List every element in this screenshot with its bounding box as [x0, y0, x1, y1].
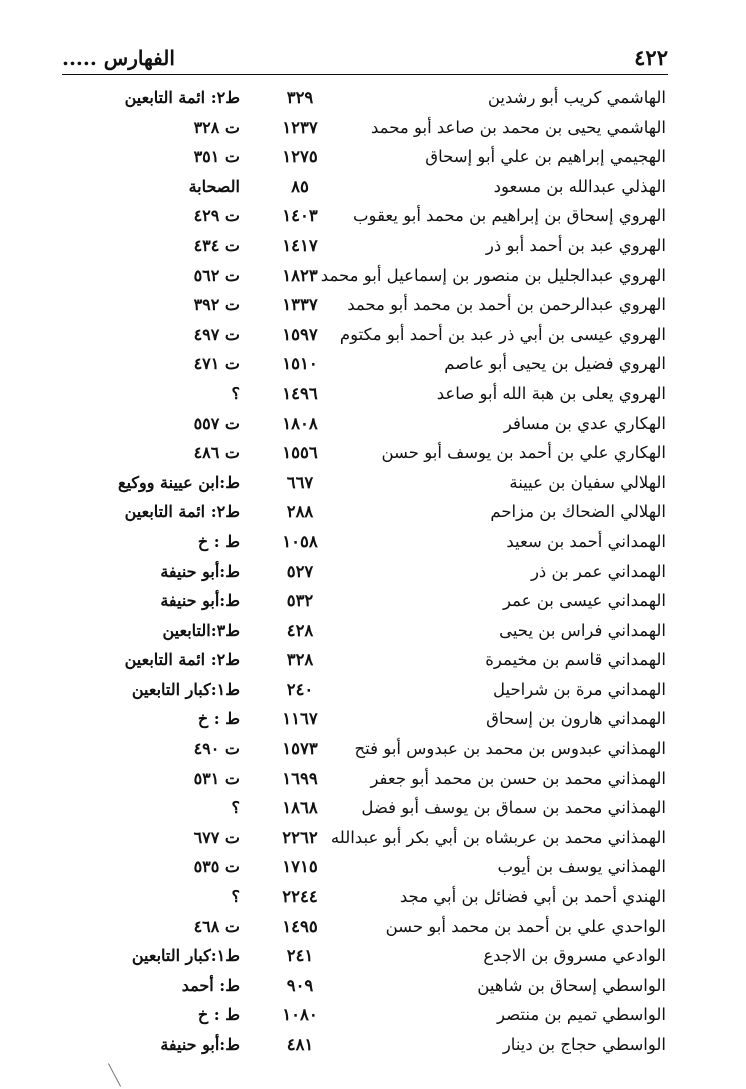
- entry-reference: ط١:كبار التابعين: [131, 679, 240, 699]
- entry-reference: ت ٤٣٤: [193, 235, 240, 255]
- entry-reference: ؟: [231, 798, 240, 818]
- entry-number: ٢٨٨: [286, 502, 314, 522]
- list-item: [0, 616, 746, 646]
- entry-name: الهروي فضيل بن يحيى أبو عاصم: [444, 354, 666, 374]
- entry-number: ١٢٧٥: [282, 147, 318, 167]
- page-number: ٤٢٢: [634, 45, 668, 70]
- entry-name: الهروي يعلى بن هبة الله أبو صاعد: [436, 383, 666, 403]
- entry-reference: ت ٥٣١: [193, 768, 240, 788]
- entry-reference: ؟: [231, 887, 240, 907]
- entry-reference: ط : خ: [197, 1005, 240, 1025]
- entry-reference: ط : خ: [197, 531, 240, 551]
- entry-name: الهروي عبد بن أحمد أبو ذر: [485, 235, 666, 255]
- list-item: [0, 379, 746, 409]
- entry-name: الهكاري عدي بن مسافر: [503, 413, 666, 433]
- list-item: [0, 912, 746, 942]
- entry-reference: ت ٥٦٢: [193, 265, 240, 285]
- entry-name: الهمداني مرة بن شراحيل: [492, 679, 666, 699]
- entry-number: ١٥١٠: [282, 354, 318, 374]
- entry-reference: ت ٤٩٠: [193, 739, 240, 759]
- entry-reference: ط٣:التابعين: [162, 620, 240, 640]
- entry-name: الهلالي سفيان بن عيينة: [509, 472, 666, 492]
- list-item: [0, 438, 746, 468]
- entry-reference: ط: أحمد: [181, 975, 240, 995]
- list-item: [0, 172, 746, 202]
- list-item: [0, 497, 746, 527]
- entry-number: ١٥٥٦: [282, 443, 318, 463]
- entry-reference: ت ٥٣٥: [193, 857, 240, 877]
- entry-name: الهروي إسحاق بن إبراهيم بن محمد أبو يعقوب: [353, 206, 666, 226]
- entry-name: الواحدي علي بن أحمد بن محمد أبو حسن: [385, 916, 666, 936]
- list-item: [0, 468, 746, 498]
- entry-reference: ط٢: ائمة التابعين: [124, 88, 240, 107]
- entry-name: الوادعي مسروق بن الاجدع: [483, 946, 666, 966]
- list-item: [0, 409, 746, 439]
- list-item: [0, 645, 746, 675]
- list-item: [0, 793, 746, 823]
- entry-number: ١٣٣٧: [282, 295, 318, 315]
- list-item: [0, 764, 746, 794]
- entry-number: ١٤٩٦: [282, 383, 318, 403]
- list-item: [0, 675, 746, 705]
- list-item: [0, 83, 746, 113]
- entry-name: الهمداني قاسم بن مخيمرة: [485, 650, 666, 670]
- list-item: [0, 290, 746, 320]
- entry-reference: ط:أبو حنيفة: [160, 591, 240, 611]
- list-item: [0, 261, 746, 291]
- list-item: [0, 113, 746, 143]
- entry-number: ٥٣٢: [286, 591, 314, 611]
- entry-reference: ط١:كبار التابعين: [131, 946, 240, 966]
- entry-number: ٣٢٨: [286, 650, 314, 670]
- entry-number: ٣٢٩: [286, 88, 314, 107]
- entry-reference: ت ٤٦٨: [193, 916, 240, 936]
- entry-name: الهروي عبدالرحمن بن أحمد بن محمد أبو محمد: [347, 295, 666, 315]
- list-item: [0, 142, 746, 172]
- entry-reference: ت ٣٥١: [193, 147, 240, 167]
- entry-name: الواسطي حجاج بن دينار: [502, 1035, 666, 1054]
- list-item: [0, 941, 746, 971]
- entry-number: ١٤٠٣: [282, 206, 318, 226]
- section-title: الفهارس .....: [62, 46, 175, 70]
- entry-number: ٨٥: [291, 176, 309, 196]
- entry-number: ١٨٠٨: [282, 413, 318, 433]
- entry-name: الهاشمي كريب أبو رشدين: [487, 88, 666, 107]
- entry-number: ٢٤٠: [286, 679, 314, 699]
- list-item: [0, 201, 746, 231]
- list-item: [0, 320, 746, 350]
- entry-number: ١٧١٥: [282, 857, 318, 877]
- entry-reference: ت ٣٢٨: [193, 117, 240, 137]
- entry-reference: ت ٤٩٧: [193, 324, 240, 344]
- entry-number: ١٦٩٩: [282, 768, 318, 788]
- entry-name: الهذلي عبدالله بن مسعود: [493, 176, 666, 196]
- entry-number: ١٨٦٨: [282, 798, 318, 818]
- list-item: [0, 1030, 746, 1060]
- entry-number: ٥٢٧: [286, 561, 314, 581]
- entry-number: ١٠٨٠: [282, 1005, 318, 1025]
- list-item: [0, 231, 746, 261]
- entry-reference: ت ٣٩٢: [193, 295, 240, 315]
- list-item: [0, 971, 746, 1001]
- list-item: [0, 1000, 746, 1030]
- entry-name: الهندي أحمد بن أبي فضائل بن أبي مجد: [399, 887, 666, 907]
- entry-number: ٢٤١: [286, 946, 314, 966]
- list-item: [0, 823, 746, 853]
- entry-number: ١٠٥٨: [282, 531, 318, 551]
- entry-number: ٤٨١: [286, 1035, 314, 1054]
- entry-reference: ت ٥٥٧: [193, 413, 240, 433]
- entry-reference: ط : خ: [197, 709, 240, 729]
- entry-reference: الصحابة: [188, 176, 240, 196]
- entry-reference: ط:أبو حنيفة: [160, 1035, 240, 1054]
- entry-number: ١١٦٧: [282, 709, 318, 729]
- entry-name: الهمداني أحمد بن سعيد: [506, 531, 666, 551]
- entry-reference: ت ٦٧٧: [193, 827, 240, 847]
- entry-number: ١٢٣٧: [282, 117, 318, 137]
- list-item: [0, 704, 746, 734]
- entry-number: ١٥٧٣: [282, 739, 318, 759]
- entry-number: ٦٦٧: [286, 472, 314, 492]
- entry-name: الهمداني عمر بن ذر: [530, 561, 666, 581]
- list-item: [0, 557, 746, 587]
- entry-name: الواسطي تميم بن منتصر: [496, 1005, 666, 1025]
- entry-reference: ؟: [231, 383, 240, 403]
- entry-number: ١٤٩٥: [282, 916, 318, 936]
- entry-name: الواسطي إسحاق بن شاهين: [477, 975, 666, 995]
- entry-name: الهمداني عيسى بن عمر: [502, 591, 666, 611]
- entry-name: الهمذاني محمد بن حسن بن محمد أبو جعفر: [370, 768, 666, 788]
- entry-name: الهمذاني يوسف بن أيوب: [497, 857, 666, 877]
- entry-name: الهروي عيسى بن أبي ذر عبد بن أحمد أبو مكتوم: [339, 324, 666, 344]
- entry-reference: ت ٤٨٦: [193, 443, 240, 463]
- index-list: [0, 83, 746, 1060]
- entry-reference: ط٢: ائمة التابعين: [124, 502, 240, 522]
- entry-name: الهمداني فراس بن يحيى: [499, 620, 666, 640]
- entry-name: الهمذاني محمد بن عربشاه بن أبي بكر أبو عبدالله: [330, 827, 666, 847]
- entry-reference: ت ٤٢٩: [193, 206, 240, 226]
- entry-name: الهمداني هارون بن إسحاق: [486, 709, 666, 729]
- entry-number: ١٤١٧: [282, 235, 318, 255]
- scan-mark: [108, 1063, 121, 1086]
- entry-reference: ط:أبو حنيفة: [160, 561, 240, 581]
- entry-number: ١٨٢٣: [282, 265, 318, 285]
- entry-name: الهلالي الضحاك بن مزاحم: [490, 502, 666, 522]
- entry-name: الهروي عبدالجليل بن منصور بن إسماعيل أبو محمد: [320, 265, 666, 285]
- entry-name: الهمذاني عبدوس بن محمد بن عبدوس أبو فتح: [354, 739, 666, 759]
- entry-name: الهجيمي إبراهيم بن علي أبو إسحاق: [425, 147, 666, 167]
- page-header: [62, 44, 668, 75]
- entry-number: ٤٢٨: [286, 620, 314, 640]
- entry-reference: ط:ابن عيينة ووكيع: [118, 472, 240, 492]
- entry-name: الهمذاني محمد بن سماق بن يوسف أبو فضل: [361, 798, 666, 818]
- list-item: [0, 527, 746, 557]
- entry-reference: ط٢: ائمة التابعين: [124, 650, 240, 670]
- entry-number: ٢٢٦٢: [282, 827, 318, 847]
- entry-number: ١٥٩٧: [282, 324, 318, 344]
- list-item: [0, 734, 746, 764]
- entry-number: ٢٢٤٤: [282, 887, 318, 907]
- list-item: [0, 586, 746, 616]
- entry-name: الهاشمي يحيى بن محمد بن صاعد أبو محمد: [371, 117, 666, 137]
- list-item: [0, 349, 746, 379]
- entry-name: الهكاري علي بن أحمد بن يوسف أبو حسن: [381, 443, 666, 463]
- list-item: [0, 882, 746, 912]
- list-item: [0, 852, 746, 882]
- entry-reference: ت ٤٧١: [193, 354, 240, 374]
- entry-number: ٩٠٩: [286, 975, 314, 995]
